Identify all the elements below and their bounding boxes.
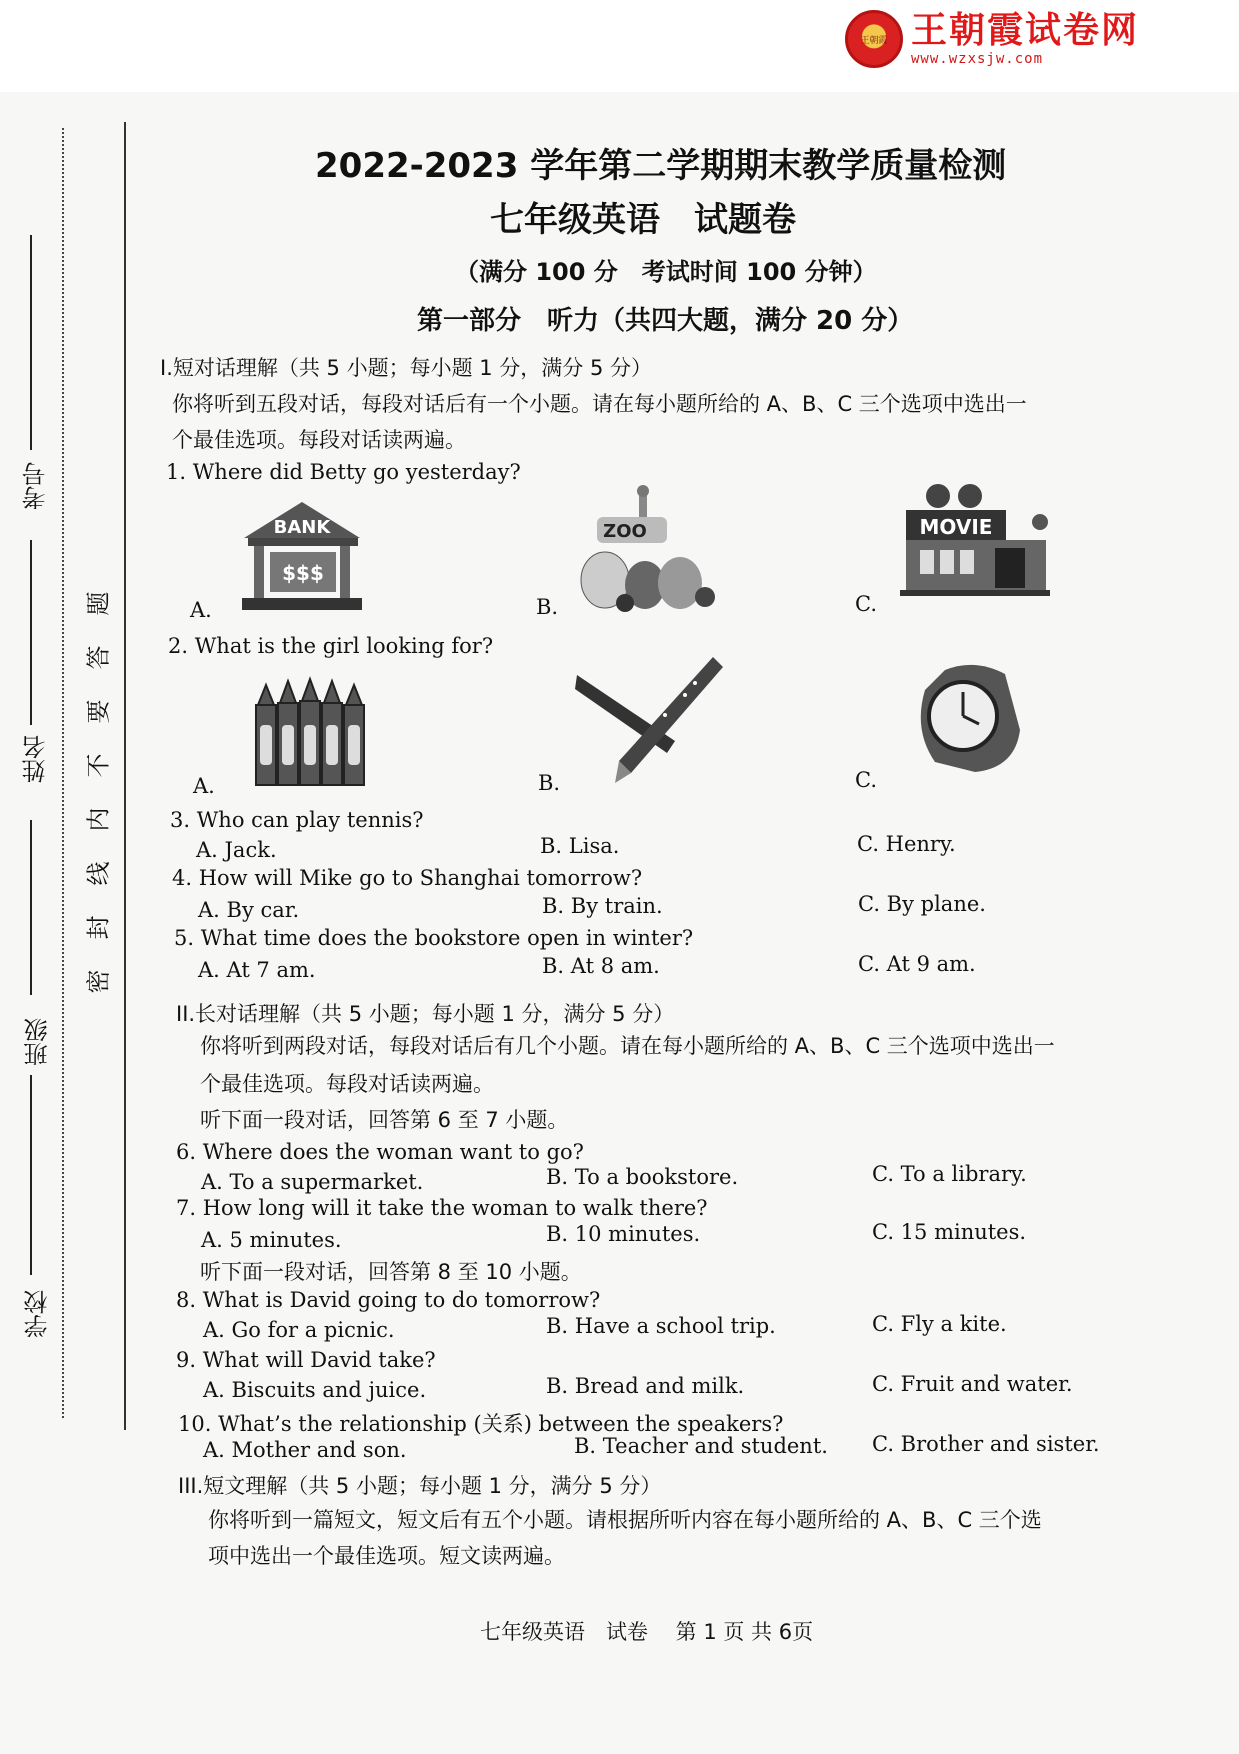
- label-kaohao: 考号: [22, 462, 50, 510]
- q2-option-b: B.: [538, 771, 561, 795]
- q8-option-c: C. Fly a kite.: [872, 1312, 1007, 1336]
- section1-heading: I.短对话理解（共 5 小题；每小题 1 分，满分 5 分）: [160, 356, 653, 380]
- margin-solid-line: [124, 122, 126, 1430]
- class-blank: [30, 820, 34, 995]
- q5-option-c: C. At 9 am.: [858, 952, 976, 976]
- q9-option-a: A. Biscuits and juice.: [203, 1378, 427, 1402]
- name-blank: [30, 540, 34, 725]
- brand-seal-logo: [845, 10, 903, 68]
- section2-heading: II.长对话理解（共 5 小题；每小题 1 分，满分 5 分）: [176, 1002, 675, 1026]
- exam-title: 2022-2023 学年第二学期期末教学质量检测: [315, 146, 1007, 186]
- q1-option-c: C.: [855, 592, 877, 616]
- label-class: 班级: [24, 1018, 52, 1066]
- q1-option-a: A.: [190, 598, 212, 622]
- brand-name: 王朝霞试卷网: [911, 10, 1140, 51]
- question-6: 6. Where does the woman want to go?: [176, 1140, 584, 1164]
- seal-char: 密: [84, 969, 113, 994]
- q9-option-c: C. Fruit and water.: [872, 1372, 1073, 1396]
- q6-option-a: A. To a supermarket.: [201, 1170, 424, 1194]
- question-8: 8. What is David going to do tomorrow?: [176, 1288, 601, 1312]
- q7-option-a: A. 5 minutes.: [201, 1228, 342, 1252]
- section2-instruction: 个最佳选项。每段对话读两遍。: [200, 1072, 494, 1096]
- section3-instruction: 项中选出一个最佳选项。短文读两遍。: [208, 1544, 565, 1568]
- part-heading: 第一部分 听力（共四大题，满分 20 分）: [417, 306, 914, 336]
- exam-info: （满分 100 分 考试时间 100 分钟）: [455, 258, 877, 286]
- question-2: 2. What is the girl looking for?: [168, 634, 494, 658]
- q4-option-a: A. By car.: [198, 898, 300, 922]
- question-3: 3. Who can play tennis?: [170, 808, 424, 832]
- q6-option-b: B. To a bookstore.: [546, 1165, 739, 1189]
- q5-option-a: A. At 7 am.: [198, 958, 316, 982]
- q4-option-c: C. By plane.: [858, 892, 986, 916]
- q2-option-a: A.: [193, 774, 215, 798]
- q10-option-c: C. Brother and sister.: [872, 1432, 1100, 1456]
- question-7: 7. How long will it take the woman to walk there?: [176, 1196, 708, 1220]
- zoo-sign: ZOO: [603, 521, 647, 542]
- movie-picture: [900, 482, 1060, 607]
- q7-option-b: B. 10 minutes.: [546, 1222, 701, 1246]
- section1-instruction: 个最佳选项。每段对话读两遍。: [172, 428, 466, 452]
- exam-subtitle: 七年级英语 试题卷: [490, 200, 796, 240]
- brand-header: [845, 10, 1139, 68]
- brand-url: www.wzxsjw.com: [911, 51, 1044, 67]
- q8-option-a: A. Go for a picnic.: [203, 1318, 395, 1342]
- school-blank: [30, 1075, 34, 1275]
- seal-char: 要: [84, 699, 113, 724]
- section3-heading: III.短文理解（共 5 小题；每小题 1 分，满分 5 分）: [178, 1474, 662, 1498]
- question-9: 9. What will David take?: [176, 1348, 436, 1372]
- section2-instruction: 你将听到两段对话，每段对话后有几个小题。请在每小题所给的 A、B、C 三个选项中选出一: [200, 1034, 1055, 1058]
- q5-option-b: B. At 8 am.: [542, 954, 660, 978]
- seal-text: 王朝霞: [860, 35, 888, 46]
- q4-option-b: B. By train.: [542, 894, 663, 918]
- question-5: 5. What time does the bookstore open in winter?: [174, 926, 694, 950]
- question-4: 4. How will Mike go to Shanghai tomorrow?: [172, 866, 643, 890]
- q10-option-b: B. Teacher and student.: [574, 1434, 828, 1458]
- seal-char: 不: [84, 753, 113, 778]
- seal-char: 内: [84, 807, 113, 832]
- dialogue-lead-2: 听下面一段对话，回答第 8 至 10 小题。: [200, 1260, 582, 1284]
- watch-picture: [905, 660, 1030, 780]
- seal-char: 题: [84, 591, 113, 616]
- page-footer: 七年级英语 试卷 第 1 页 共 6页: [480, 1620, 814, 1644]
- q10-option-a: A. Mother and son.: [203, 1438, 407, 1462]
- q3-option-a: A. Jack.: [196, 838, 277, 862]
- kaohao-blank: [30, 235, 34, 450]
- q8-option-b: B. Have a school trip.: [546, 1314, 776, 1338]
- q6-option-c: C. To a library.: [872, 1162, 1027, 1186]
- margin-dotted-line: [62, 128, 64, 1418]
- seal-char: 答: [84, 645, 113, 670]
- q7-option-c: C. 15 minutes.: [872, 1220, 1027, 1244]
- q1-option-b: B.: [536, 595, 559, 619]
- q2-option-c: C.: [855, 768, 877, 792]
- question-1: 1. Where did Betty go yesterday?: [166, 460, 521, 484]
- section1-instruction: 你将听到五段对话，每段对话后有一个小题。请在每小题所给的 A、B、C 三个选项中选出一: [172, 392, 1027, 416]
- dialogue-lead-1: 听下面一段对话，回答第 6 至 7 小题。: [200, 1108, 569, 1132]
- seal-char: 封: [84, 915, 113, 940]
- zoo-picture: [575, 485, 715, 615]
- label-school: 学校: [24, 1290, 52, 1338]
- q9-option-b: B. Bread and milk.: [546, 1374, 745, 1398]
- q3-option-b: B. Lisa.: [540, 834, 620, 858]
- question-10: 10. What’s the relationship (关系) between the speakers?: [178, 1412, 784, 1436]
- label-name: 姓名: [22, 735, 50, 783]
- seal-char: 线: [84, 861, 113, 886]
- crayons-picture: [250, 675, 370, 790]
- q3-option-c: C. Henry.: [857, 832, 956, 856]
- movie-sign: MOVIE: [919, 515, 993, 539]
- section3-instruction: 你将听到一篇短文，短文后有五个小题。请根据所听内容在每小题所给的 A、B、C 三个选: [208, 1508, 1042, 1532]
- bank-picture: [240, 500, 365, 612]
- bank-dollar-sign: $$$: [282, 561, 324, 585]
- pen-picture: [575, 655, 725, 785]
- bank-sign: BANK: [273, 517, 331, 538]
